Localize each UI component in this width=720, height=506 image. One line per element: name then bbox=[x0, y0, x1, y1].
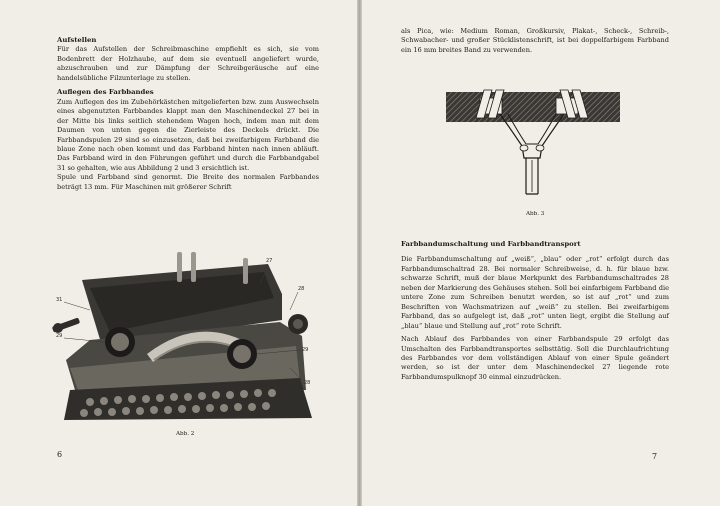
left-text-block bbox=[57, 36, 319, 192]
paragraph-continuation: als Pica, wie: Medium Roman, Großkursiv, Plakat-, Scheck-, Schreib-, Schwabacher- und großer Stücklistenschrift, ist bei doppelfarbigem Farbband ein 16 mm breites Band zu verwenden. bbox=[401, 27, 669, 54]
ribbon-guide-figure bbox=[444, 88, 622, 200]
figure-caption-abb2: Abb. 2 bbox=[176, 431, 195, 437]
typewriter-figure bbox=[50, 250, 320, 422]
left-page bbox=[0, 0, 357, 506]
label-28-top: 28 bbox=[298, 286, 305, 292]
right-page bbox=[362, 0, 720, 506]
page-number-right: 7 bbox=[652, 452, 658, 461]
paragraph-spule-farbband: Spule und Farbband sind genormt. Die Breite des normalen Farbbandes beträgt 13 mm. Für Maschinen mit größerer Schrift bbox=[57, 173, 319, 191]
heading-aufstellen: Aufstellen bbox=[57, 36, 97, 44]
paragraph-farbband-auflegen: Zum Auflegen des im Zubehörkästchen mitgelieferten bzw. zum Auswechseln eines abgenutzten Farbbandes klappt man den Maschinendeckel 27 bei in der Mitte bis links seitlich stehendem Wagen hoch, indem man mit dem Daumen von unten gegen die Zierleiste des Deckels drückt. Die Farbbandspulen 29 sind so einzusetzen, daß bei zweifarbigem Farbband die blaue Zone nach oben kommt und das Farbband hinten nach innen abläuft. Das Farbband wird in den Führungen geführt und durch die Farbbandgabel 31 so gehalten, wie aus Abbildung 2 und 3 ersichtlich ist. bbox=[57, 97, 319, 172]
label-31: 31 bbox=[56, 297, 63, 303]
figure-caption-abb3: Abb. 3 bbox=[526, 211, 545, 217]
label-28-bottom: 28 bbox=[304, 380, 311, 386]
paragraph-umschaltung: Die Farbbandumschaltung auf „weiß“, „blau“ oder „rot“ erfolgt durch das Farbbandumschaltrad 28. Bei normaler Schreibweise, d. h. für blaue bzw. schwarze Schrift, muß der blaue Merkpunkt des Farbbandumschaltrades 28 neben der Markierung des Gehäuses stehen. Soll bei einfarbigem Farbband die untere Zone zum Schreiben benutzt werden, so ist auf „rot“ und zum Beschriften von Wachsmatrizen auf „weiß“ zu stellen. Bei zweifarbigem Farbband, das so aufgelegt ist, daß „rot“ unten liegt, ergibt die Stellung auf „blau“ blaue und Stellung auf „rot“ rote Schrift. bbox=[401, 255, 669, 330]
heading-farbband-auflegen: Auflegen des Farbbandes bbox=[57, 88, 154, 97]
heading-farbbandumschaltung: Farbbandumschaltung und Farbbandtransport bbox=[401, 240, 581, 248]
label-27: 27 bbox=[266, 258, 273, 264]
paragraph-transport: Nach Ablauf des Farbbandes von einer Farbbandspule 29 erfolgt das Umschalten des Farbbandtransportes selbsttätig. Soll die Durchlaufrichtung des Farbbandes vor dem vollständigen Ablauf von einer Spule geändert werden, so ist der unter dem Maschinendeckel 27 liegende rote Farbbandumspulknopf 30 einmal einzudrücken. bbox=[401, 335, 669, 381]
label-29-right: 29 bbox=[302, 347, 309, 353]
paragraph-aufstellen: Für das Aufstellen der Schreibmaschine empfiehlt es sich, sie vom Bodenbrett der Holzhaube, auf dem sie eventuell angeliefert wurde, abzuschrauben und zur Dämpfung der Schreibgeräusche auf eine handelsübliche Filzunterlage zu stellen. bbox=[57, 45, 319, 82]
page-number-left: 6 bbox=[57, 450, 63, 459]
right-main-text bbox=[401, 240, 669, 382]
label-29-left: 29 bbox=[56, 333, 63, 339]
right-top-text bbox=[401, 27, 669, 55]
